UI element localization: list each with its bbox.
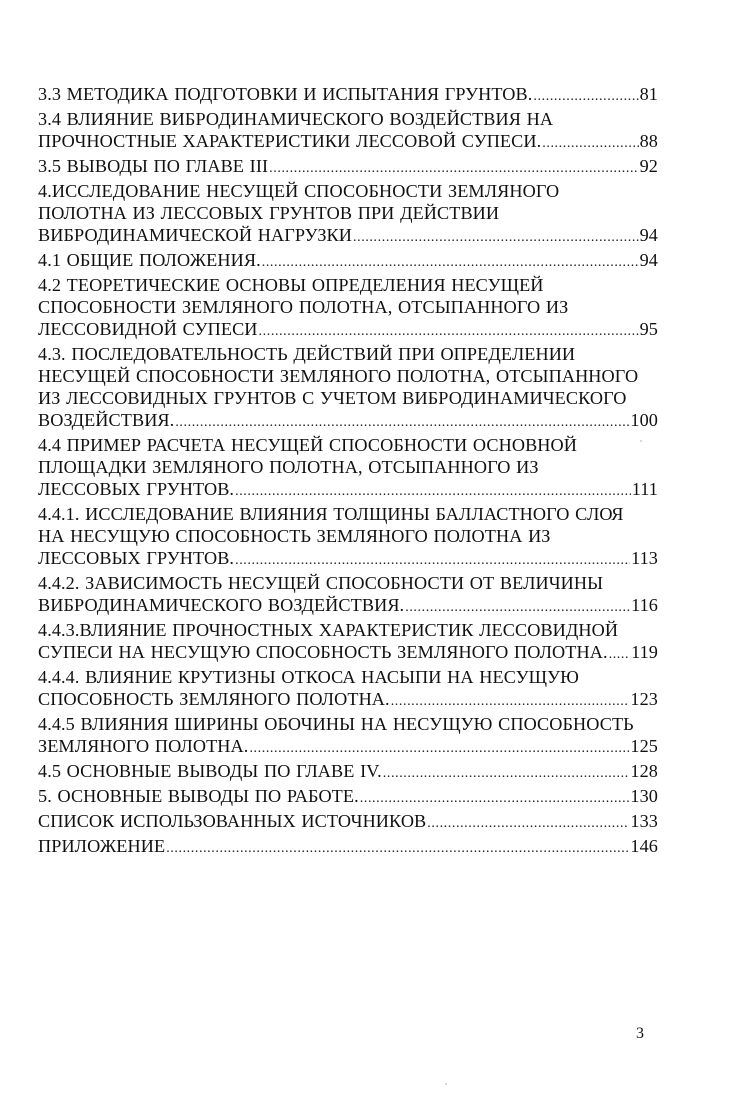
toc-entry	[38, 835, 658, 860]
toc-entry	[38, 83, 658, 108]
toc-entry-leader-line	[38, 594, 658, 619]
toc-entry-title-line: ПРИЛОЖЕНИЕ	[38, 836, 166, 856]
dot-leader	[360, 788, 630, 810]
toc-entry-title-line: ВИБРОДИНАМИЧЕСКОЙ НАГРУЗКИ	[38, 225, 353, 245]
toc-entry	[38, 108, 658, 155]
toc-entry-title-line: ПРОЧНОСТНЫЕ ХАРАКТЕРИСТИКИ ЛЕССОВОЙ СУПЕСИ.	[38, 131, 542, 151]
dot-leader	[427, 813, 629, 835]
toc-entry-page-number: 113	[631, 548, 658, 568]
toc-entry	[38, 785, 658, 810]
toc-entry-title-line: 3.3 МЕТОДИКА ПОДГОТОВКИ И ИСПЫТАНИЯ ГРУНТОВ.	[38, 84, 533, 104]
toc-entry-title-line: ЛЕССОВЫХ ГРУНТОВ.	[38, 479, 235, 499]
toc-entry-title-line: СПИСОК ИСПОЛЬЗОВАННЫХ ИСТОЧНИКОВ	[38, 811, 427, 831]
dot-leader	[405, 597, 630, 619]
dot-leader	[235, 550, 630, 572]
toc-entry-leader-line	[38, 810, 658, 835]
toc-entry	[38, 343, 658, 434]
toc-entry-page-number: 111	[631, 479, 658, 499]
toc-entry-title-line: ВОЗДЕЙСТВИЯ.	[38, 410, 175, 430]
toc-entry-title-line: ЛЕССОВЫХ ГРУНТОВ.	[38, 548, 235, 568]
toc-entry-leader-line	[38, 409, 658, 434]
toc-entry-leader-line	[38, 83, 658, 108]
toc-entry-page-number: 130	[630, 786, 658, 806]
dot-leader	[353, 227, 639, 249]
toc-entry	[38, 155, 658, 180]
dot-leader	[542, 133, 638, 155]
toc-entry-title-line: 4.4.2. ЗАВИСИМОСТЬ НЕСУЩЕЙ СПОСОБНОСТИ ОТ ВЕЛИЧИНЫ	[38, 573, 604, 593]
toc-entry	[38, 810, 658, 835]
toc-entry-page-number: 116	[631, 595, 658, 615]
toc-entry-title-line: 4.3. ПОСЛЕДОВАТЕЛЬНОСТЬ ДЕЙСТВИЙ ПРИ ОПРЕДЕЛЕНИИ	[38, 344, 576, 364]
toc-entry-leader-line	[38, 155, 658, 180]
toc-entry-leader-line	[38, 688, 658, 713]
toc-entry-page-number: 128	[630, 761, 658, 781]
dot-leader	[269, 158, 638, 180]
toc-entry-title-line: СУПЕСИ НА НЕСУЩУЮ СПОСОБНОСТЬ ЗЕМЛЯНОГО ПОЛОТНА.	[38, 642, 608, 662]
toc-entry-title-line: 4.ИССЛЕДОВАНИЕ НЕСУЩЕЙ СПОСОБНОСТИ ЗЕМЛЯНОГО	[38, 181, 560, 201]
toc-entry	[38, 434, 658, 503]
toc-entry-title-line: 4.2 ТЕОРЕТИЧЕСКИЕ ОСНОВЫ ОПРЕДЕЛЕНИЯ НЕСУЩЕЙ	[38, 275, 544, 295]
table-of-contents	[38, 83, 658, 860]
toc-entry	[38, 503, 658, 572]
toc-entry-title-line: 4.4 ПРИМЕР РАСЧЕТА НЕСУЩЕЙ СПОСОБНОСТИ ОСНОВНОЙ	[38, 435, 577, 455]
dot-leader	[259, 321, 639, 343]
toc-entry-page-number: 81	[639, 84, 658, 104]
toc-entry-page-number: 119	[631, 642, 658, 662]
toc-entry-title-line: 4.4.1. ИССЛЕДОВАНИЕ ВЛИЯНИЯ ТОЛЩИНЫ БАЛЛАСТНОГО СЛОЯ	[38, 504, 624, 524]
toc-entry	[38, 274, 658, 343]
dot-leader	[609, 644, 630, 666]
toc-entry-title-line: 4.4.5 ВЛИЯНИЯ ШИРИНЫ ОБОЧИНЫ НА НЕСУЩУЮ СПОСОБНОСТЬ	[38, 714, 634, 734]
toc-entry-title-line: НА НЕСУЩУЮ СПОСОБНОСТЬ ЗЕМЛЯНОГО ПОЛОТНА ИЗ	[38, 526, 551, 546]
toc-entry-title-line: 4.1 ОБЩИЕ ПОЛОЖЕНИЯ.	[38, 250, 261, 270]
dot-leader	[383, 763, 630, 785]
dot-leader	[533, 86, 638, 108]
toc-entry-title-line: ЛЕССОВИДНОЙ СУПЕСИ	[38, 319, 258, 339]
toc-entry-page-number: 88	[639, 131, 658, 151]
scan-speck	[445, 1083, 447, 1085]
toc-entry-title-line: ПЛОЩАДКИ ЗЕМЛЯНОГО ПОЛОТНА, ОТСЫПАННОГО ИЗ	[38, 457, 539, 477]
toc-entry-leader-line	[38, 249, 658, 274]
toc-entry-page-number: 100	[630, 410, 658, 430]
toc-entry-page-number: 125	[630, 736, 658, 756]
toc-entry-leader-line	[38, 130, 658, 155]
toc-entry-title-line: ИЗ ЛЕССОВИДНЫХ ГРУНТОВ С УЧЕТОМ ВИБРОДИНАМИЧЕСКОГО	[38, 388, 627, 408]
dot-leader	[262, 252, 639, 274]
toc-entry-page-number: 92	[639, 156, 658, 176]
scan-speck	[640, 440, 642, 442]
toc-entry	[38, 572, 658, 619]
toc-entry-title-line: 3.4 ВЛИЯНИЕ ВИБРОДИНАМИЧЕСКОГО ВОЗДЕЙСТВИЯ НА	[38, 109, 554, 129]
dot-leader	[175, 412, 629, 434]
toc-entry	[38, 249, 658, 274]
toc-entry	[38, 713, 658, 760]
toc-entry-title-line: 5. ОСНОВНЫЕ ВЫВОДЫ ПО РАБОТЕ.	[38, 786, 359, 806]
toc-entry-leader-line	[38, 760, 658, 785]
toc-entry-page-number: 94	[639, 250, 658, 270]
toc-entry-title-line: ПОЛОТНА ИЗ ЛЕССОВЫХ ГРУНТОВ ПРИ ДЕЙСТВИИ	[38, 203, 500, 223]
toc-entry-leader-line	[38, 224, 658, 249]
toc-entry-leader-line	[38, 547, 658, 572]
toc-entry-title-line: СПОСОБНОСТИ ЗЕМЛЯНОГО ПОЛОТНА, ОТСЫПАННОГО ИЗ	[38, 297, 569, 317]
toc-entry	[38, 666, 658, 713]
dot-leader	[235, 481, 631, 503]
toc-entry-leader-line	[38, 835, 658, 860]
toc-entry-title-line: 4.5 ОСНОВНЫЕ ВЫВОДЫ ПО ГЛАВЕ IV.	[38, 761, 382, 781]
toc-entry-page-number: 95	[639, 319, 658, 339]
toc-entry-leader-line	[38, 478, 658, 503]
toc-entry-title-line: ВИБРОДИНАМИЧЕСКОГО ВОЗДЕЙСТВИЯ.	[38, 595, 405, 615]
toc-entry-page-number: 123	[630, 689, 658, 709]
toc-entry	[38, 760, 658, 785]
toc-entry-title-line: 4.4.3.ВЛИЯНИЕ ПРОЧНОСТНЫХ ХАРАКТЕРИСТИК ЛЕССОВИДНОЙ	[38, 620, 619, 640]
dot-leader	[166, 838, 629, 860]
toc-entry-page-number: 133	[630, 811, 658, 831]
dot-leader	[249, 738, 629, 760]
toc-entry-title-line: 4.4.4. ВЛИЯНИЕ КРУТИЗНЫ ОТКОСА НАСЫПИ НА НЕСУЩУЮ	[38, 667, 579, 687]
toc-entry-title-line: 3.5 ВЫВОДЫ ПО ГЛАВЕ III	[38, 156, 269, 176]
toc-entry	[38, 619, 658, 666]
page-number: 3	[636, 1025, 644, 1042]
toc-entry-leader-line	[38, 641, 658, 666]
toc-entry-leader-line	[38, 735, 658, 760]
toc-entry-title-line: НЕСУЩЕЙ СПОСОБНОСТИ ЗЕМЛЯНОГО ПОЛОТНА, ОТСЫПАННОГО	[38, 366, 639, 386]
toc-entry-leader-line	[38, 318, 658, 343]
toc-entry-leader-line	[38, 785, 658, 810]
toc-entry-title-line: СПОСОБНОСТЬ ЗЕМЛЯНОГО ПОЛОТНА.	[38, 689, 390, 709]
toc-entry-title-line: ЗЕМЛЯНОГО ПОЛОТНА.	[38, 736, 249, 756]
dot-leader	[391, 691, 630, 713]
toc-entry	[38, 180, 658, 249]
toc-entry-page-number: 146	[630, 836, 658, 856]
toc-entry-page-number: 94	[639, 225, 658, 245]
